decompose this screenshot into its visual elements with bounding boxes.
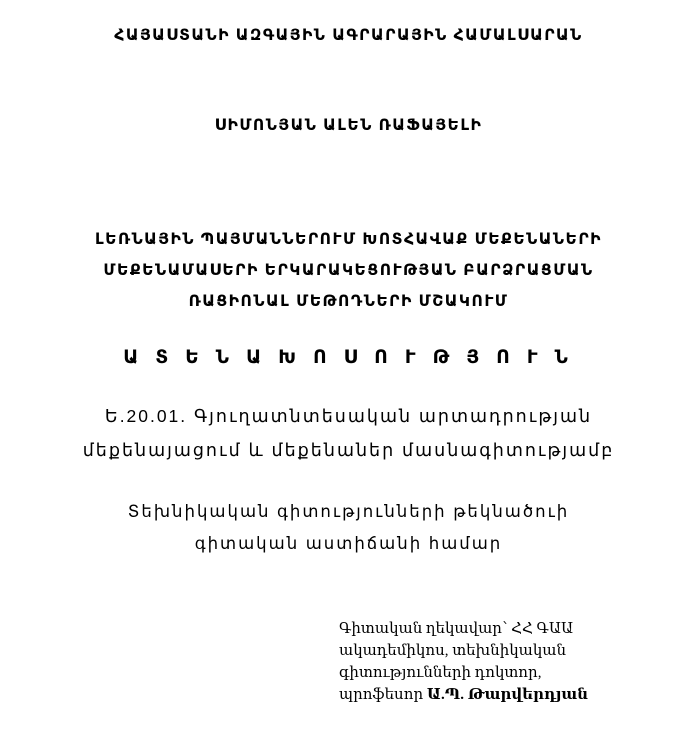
supervisor-line-3: գիտությունների դոկտոր, bbox=[339, 665, 542, 681]
degree-line-2: գիտական աստիճանի համար bbox=[194, 535, 503, 553]
specialty-line-2: մեքենայացում և մեքենաներ մասնագիտությամբ bbox=[82, 440, 615, 460]
author-name: ՍԻՄՈՆՅԱՆ ԱԼԵՆ ՌԱՖԱՅԵԼԻ bbox=[214, 117, 483, 134]
dissertation-title-line-2: ՄԵՔԵՆԱՄԱՍԵՐԻ ԵՐԿԱՐԱԿԵՑՈՒԹՅԱՆ ԲԱՐՁՐԱՑՄԱՆ bbox=[103, 262, 594, 279]
specialty-line-1: Ե.20.01. Գյուղատնտեսական արտադրության bbox=[104, 406, 593, 426]
supervisor-name: Ա.Պ. Թարվերդյան bbox=[426, 687, 588, 703]
supervisor-block bbox=[339, 618, 679, 706]
dissertation-title-line-3: ՌԱՑԻՈՆԱԼ ՄԵԹՈԴՆԵՐԻ ՄՇԱԿՈՒՄ bbox=[188, 293, 509, 310]
document-type-heading: Ա Տ Ե Ն Ա Խ Ո Ս Ո Ւ Թ Յ Ո Ւ Ն bbox=[123, 346, 574, 367]
supervisor-title: պրոֆեսոր bbox=[339, 687, 427, 703]
supervisor-line-4 bbox=[339, 684, 679, 706]
degree-line-1: Տեխնիկական գիտությունների թեկնածուի bbox=[127, 503, 570, 521]
supervisor-line-1: Գիտական ղեկավար՝ ՀՀ ԳԱԱ bbox=[339, 621, 574, 637]
university-name: ՀԱՅԱՍՏԱՆԻ ԱԶԳԱՅԻՆ ԱԳՐԱՐԱՅԻՆ ՀԱՄԱԼՍԱՐԱՆ bbox=[114, 27, 583, 44]
dissertation-title-line-1: ԼԵՌՆԱՅԻՆ ՊԱՅՄԱՆՆԵՐՈՒՄ ԽՈՏՀԱՎԱՔ ՄԵՔԵՆԱՆԵՐԻ bbox=[94, 231, 603, 248]
supervisor-line-2: ակադեմիկոս, տեխնիկական bbox=[339, 643, 567, 659]
